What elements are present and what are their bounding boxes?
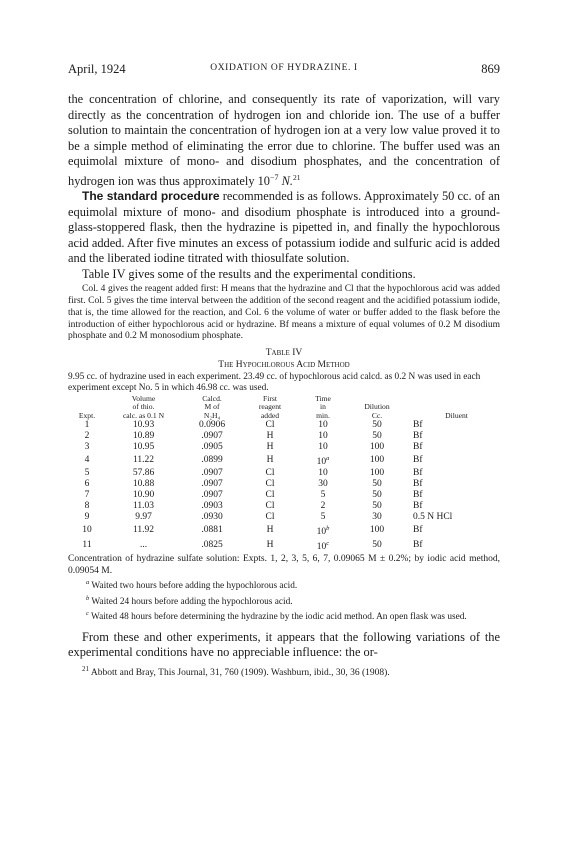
- table-cell: 10$^b$: [316, 524, 330, 538]
- page-number: 869: [481, 62, 500, 76]
- table-cell: 0.0906: [198, 419, 226, 430]
- table-cell: .0907: [201, 489, 223, 500]
- table-cell: Cl: [265, 500, 275, 511]
- table-cell: 50: [372, 489, 382, 500]
- table-cell: 10: [318, 467, 328, 478]
- table-cell: 50: [372, 478, 382, 489]
- table-cell: .0881: [201, 524, 223, 535]
- table-cell: Cl: [265, 419, 275, 430]
- table-cell: 8: [84, 500, 90, 511]
- table-cell: H: [266, 430, 274, 441]
- table-cell: 100: [369, 524, 385, 535]
- table-cell: Cl: [265, 478, 275, 489]
- column-header: Expt.: [78, 410, 96, 420]
- table-cell: 10.93: [132, 419, 155, 430]
- table-cell: 4: [84, 454, 90, 465]
- table-cell: 50: [372, 430, 382, 441]
- table-cell: 50: [372, 419, 382, 430]
- footnote: $^{21}$ Abbott and Bray, This Journal, 31, 760 (1909). Washburn, ibid., 30, 36 (1908).: [82, 664, 390, 679]
- table-footnote: $^a$ Waited two hours before adding the hypochlorous acid.: [86, 579, 298, 592]
- table-cell: 10: [318, 419, 328, 430]
- table-row: [68, 431, 500, 442]
- table-row: [68, 512, 500, 523]
- table-cell: 11.92: [132, 524, 155, 535]
- column-header: Dilution Cc.: [364, 402, 390, 420]
- table-cell: 2: [84, 430, 90, 441]
- table-cell: 30: [372, 511, 382, 522]
- table-cell: 7: [84, 489, 90, 500]
- table-cell: 5: [84, 467, 90, 478]
- table-cell: 2: [320, 500, 326, 511]
- table-cell: Bf: [413, 441, 423, 452]
- column-header: Calcd. M of N₂H₄: [202, 394, 222, 420]
- table-cell: H: [266, 454, 274, 465]
- table-cell: Bf: [413, 467, 423, 478]
- table-row: [68, 501, 500, 512]
- paragraph-1: the concentration of chlorine, and consequently its rate of vaporization, will vary directly as the concentration of hydrogen ion and chloride ion. The use of a buffer solution to maintain the concentration of hydrogen ion at a very low value proved it to be a simple method of eliminating the error due to chlorine. The buffer used was an equimolal mixture of mono- and disodium phosphates, and the concentration of hydrogen ion was thus approximately $10^{-7}$ N.$^{21}$: [68, 92, 500, 188]
- table-cell: 9.97: [135, 511, 152, 522]
- table-cell: .0930: [201, 511, 223, 522]
- table-cell: 11.22: [132, 454, 155, 465]
- table-row: [68, 490, 500, 501]
- header-date: April, 1924: [68, 62, 126, 76]
- table-cell: H: [266, 524, 274, 535]
- table-cell: Bf: [413, 419, 423, 430]
- concentration-note: Concentration of hydrazine sulfate solution: Expts. 1, 2, 3, 5, 6, 7, 0.09065 M ± 0.2%; by iodic acid method, 0.09054 M.: [68, 554, 500, 576]
- table-cell: 6: [84, 478, 90, 489]
- paragraph-lead: The standard procedure: [82, 189, 220, 204]
- table-notes: [68, 577, 500, 624]
- page: [68, 62, 500, 679]
- table-cell: .0899: [201, 454, 223, 465]
- header-title: OXIDATION OF HYDRAZINE. I: [210, 63, 358, 73]
- paragraph-3: Table IV gives some of the results and the experimental conditions.: [82, 266, 416, 281]
- table-footnote: $^c$ Waited 48 hours before determining the hydrazine by the iodic acid method. An open flask was used.: [86, 610, 467, 623]
- table-cell: Bf: [413, 524, 423, 535]
- table-cell: .0907: [201, 478, 223, 489]
- table-label: Table IV: [265, 348, 303, 359]
- table-cell: H: [266, 540, 274, 551]
- table-cell: 57.86: [132, 467, 155, 478]
- main-text: [68, 92, 500, 282]
- table-cell: 3: [84, 441, 90, 452]
- table-cell: 11: [82, 540, 92, 551]
- table-row: [68, 479, 500, 490]
- table-cell: Bf: [413, 500, 423, 511]
- column-header: Time in min.: [315, 394, 331, 420]
- table-cell: Cl: [265, 467, 275, 478]
- table-cell: 1: [84, 419, 90, 430]
- table-row: [68, 453, 500, 468]
- table-cell: 10: [318, 441, 328, 452]
- footnote-ref: 21: [293, 172, 301, 182]
- table-cell: 10: [318, 430, 328, 441]
- paragraph-2: The standard procedure recommended is as follows. Approximately 50 cc. of an equimolal mixture of mono- and disodium phosphate is introduced into a ground-glass-stoppered flask, then the hydrazine is pipetted in, and finally the hypochlorous acid added. After five minutes an excess of potassium iodide and sulfuric acid is added and the liberated iodine titrated with thiosulfate solution.: [68, 189, 500, 266]
- table-cell: ...: [139, 540, 148, 551]
- table-caption: [68, 348, 500, 371]
- table-title: The Hypochlorous Acid Method: [218, 359, 350, 370]
- table-row: [68, 442, 500, 453]
- table-cell: 10.88: [132, 478, 155, 489]
- table-cell: Bf: [413, 430, 423, 441]
- table-cell: 100: [369, 441, 385, 452]
- column-header: Diluent: [445, 410, 468, 420]
- table-cell: Cl: [265, 511, 275, 522]
- results-table: [68, 395, 500, 553]
- table-cell: 10: [82, 524, 92, 535]
- table-cell: 10$^c$: [316, 540, 330, 553]
- table-cell: 100: [369, 467, 385, 478]
- table-cell: 10.89: [132, 430, 155, 441]
- table-cell: Bf: [413, 540, 423, 551]
- table-cell: .0907: [201, 467, 223, 478]
- paragraph-4: From these and other experiments, it appears that the following variations of the experimental conditions have no appreciable influence: the or-: [68, 629, 500, 660]
- table-cell: 100: [369, 454, 385, 465]
- table-cell: Cl: [265, 489, 275, 500]
- table-cell: 5: [320, 489, 326, 500]
- table-footnote: $^b$ Waited 24 hours before adding the hypochlorous acid.: [86, 594, 293, 607]
- table-cell: 10.95: [132, 441, 155, 452]
- table-cell: .0903: [201, 500, 223, 511]
- table-header-row: [68, 395, 500, 420]
- table-row: [68, 468, 500, 479]
- running-header: [68, 62, 500, 78]
- table-cell: 11.03: [132, 500, 155, 511]
- table-cell: 9: [84, 511, 90, 522]
- table-cell: H: [266, 441, 274, 452]
- table-cell: .0825: [201, 540, 223, 551]
- table-explanation: Col. 4 gives the reagent added first: H means that the hydrazine and Cl that the hypochlorous acid was added first. Col. 5 gives the time interval between the addition of the second reagent and the acidified potassium iodide, that is, the time allowed for the reaction, and Col. 6 the volume of water or buffer added to the flask before the introduction of either hypochlorous acid or hydrazine. Bf means a mixture of equal volumes of 0.2 M disodium phosphate and 0.2 M monosodium phosphate.: [68, 284, 500, 342]
- table-row: [68, 523, 500, 538]
- table-cell: 10$^a$: [316, 454, 330, 467]
- table-cell: .0907: [201, 430, 223, 441]
- table-row: [68, 420, 500, 431]
- column-header: First reagent added: [258, 394, 282, 420]
- table-cell: 10.90: [132, 489, 155, 500]
- column-header: Volume of thio. calc. as 0.1 N: [122, 394, 165, 420]
- table-cell: Bf: [413, 478, 423, 489]
- table-cell: .0905: [201, 441, 223, 452]
- table-cell: 50: [372, 540, 382, 551]
- table-cell: 30: [318, 478, 328, 489]
- table-cell: 0.5 N HCl: [413, 511, 453, 522]
- table-cell: 50: [372, 500, 382, 511]
- table-description: 9.95 cc. of hydrazine used in each experiment. 23.49 cc. of hypochlorous acid calcd. as 0.2 N was used in each experiment except No. 5 in which 46.98 cc. was used.: [68, 372, 481, 394]
- table-row: [68, 538, 500, 553]
- table-cell: Bf: [413, 454, 423, 465]
- table-cell: Bf: [413, 489, 423, 500]
- table-cell: 5: [320, 511, 326, 522]
